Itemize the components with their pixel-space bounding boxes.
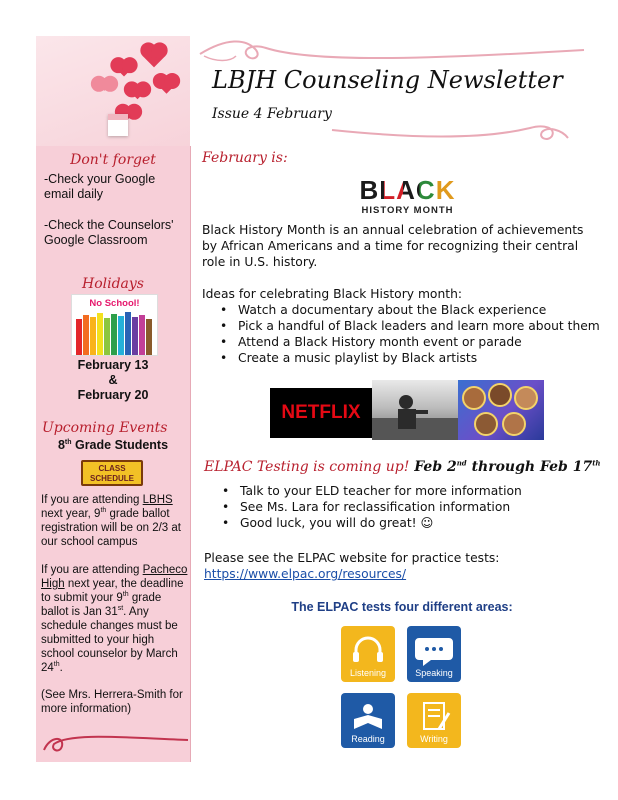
tile-label: Listening: [349, 668, 387, 678]
decorative-swirl: [196, 36, 586, 66]
portrait-icon: [462, 386, 486, 410]
pencil-icon: [97, 313, 103, 355]
list-item: • Watch a documentary about the Black experience: [202, 302, 602, 318]
pencil-icon: [125, 312, 131, 355]
speaking-tile: [407, 626, 461, 682]
list-item: • Pick a handful of Black leaders and learn more about them: [202, 318, 602, 334]
netflix-logo: NETFLIX: [270, 388, 372, 438]
pencil-icon: [76, 319, 82, 355]
writing-tile: [407, 693, 461, 748]
portrait-icon: [514, 386, 538, 410]
reader-icon: [341, 699, 395, 735]
ideas-list: [202, 302, 602, 366]
tile-label: Reading: [351, 734, 385, 744]
decorative-swirl: [40, 728, 190, 758]
logo-word: [345, 176, 470, 204]
tile-label: Writing: [420, 734, 448, 744]
list-item: • Talk to your ELD teacher for more information: [204, 483, 604, 499]
portrait-icon: [474, 412, 498, 436]
no-school-pencils-image: [71, 294, 158, 356]
holiday-date-1: February 13: [77, 358, 149, 372]
civil-rights-photo: [372, 380, 458, 440]
tile-label: Speaking: [415, 668, 453, 678]
practice-tests-text: Please see the ELPAC website for practice tests:: [204, 551, 500, 565]
valentine-hearts-image: [36, 36, 190, 146]
portrait-icon: [502, 412, 526, 436]
list-item: • Attend a Black History month event or parade: [202, 334, 602, 350]
pencil-icon: [146, 319, 152, 355]
class-schedule-button[interactable]: CLASS SCHEDULE: [81, 460, 143, 486]
speech-bubble-icon: [407, 632, 461, 668]
grade-heading: 8th Grade Students: [57, 438, 169, 452]
ideas-intro: Ideas for celebrating Black History month:: [202, 287, 463, 301]
upcoming-events-heading: Upcoming Events: [42, 420, 168, 436]
heart-icon: [157, 75, 175, 93]
holiday-date-2: February 20: [77, 388, 149, 402]
elpac-resources-link[interactable]: https://www.elpac.org/resources/: [204, 567, 407, 581]
holiday-ampersand: &: [108, 373, 118, 387]
sidebar: [36, 146, 191, 762]
bhm-description: Black History Month is an annual celebration of achievements by African Americans and a time for recognizing their central role in U.S. history.: [202, 223, 584, 269]
list-item: • Create a music playlist by Black artists: [202, 350, 602, 366]
herrera-smith-note: (See Mrs. Herrera-Smith for more information): [41, 689, 183, 715]
lbhs-info: If you are attending LBHS next year, 9th grade ballot registration will be on 2/3 at our school campus: [41, 494, 181, 548]
pencil-icon: [90, 317, 96, 355]
pacheco-info: If you are attending Pacheco High next year, the deadline to submit your 9th grade ballot is Jan 31st. Any schedule changes must be submitted to your high school counselor by March 24th.: [41, 564, 188, 674]
logo-subtext: HISTORY MONTH: [361, 205, 454, 216]
no-school-text: No School!: [89, 298, 140, 309]
pencil-icon: [104, 318, 110, 355]
pencil-icon: [111, 314, 117, 355]
reminder-email: -Check your Google email daily: [44, 172, 156, 201]
elpac-list: [204, 483, 604, 531]
elpac-heading: ELPAC Testing is coming up! Feb 2nd through Feb 17th: [204, 458, 601, 475]
heart-icon: [116, 60, 133, 77]
reading-tile: [341, 693, 395, 748]
issue-label: Issue 4 February: [212, 106, 332, 122]
listening-tile: [341, 626, 395, 682]
decorative-swirl: [330, 118, 570, 148]
holidays-heading: Holidays: [82, 276, 144, 292]
dont-forget-heading: Don't forget: [70, 152, 156, 168]
newsletter-title: LBJH Counseling Newsletter: [212, 66, 563, 94]
heart-icon: [98, 78, 111, 91]
heart-icon: [130, 84, 146, 100]
gift-box-icon: [108, 114, 128, 136]
february-heading: February is:: [202, 150, 288, 166]
pencil-icon: [83, 315, 89, 355]
heart-icon: [143, 45, 166, 68]
pencil-paper-icon: [407, 699, 461, 735]
list-item: • See Ms. Lara for reclassification information: [204, 499, 604, 515]
headphones-icon: [341, 632, 395, 668]
reminder-classroom: -Check the Counselors' Google Classroom: [44, 218, 174, 247]
pencil-icon: [118, 316, 124, 355]
black-artists-collage: [458, 380, 544, 440]
logo-text: BLACK: [359, 175, 456, 205]
pencil-icon: [132, 317, 138, 355]
black-history-month-logo: [345, 176, 470, 220]
four-areas-heading: The ELPAC tests four different areas:: [291, 600, 513, 614]
lbhs-link[interactable]: LBHS: [142, 494, 173, 506]
portrait-icon: [488, 383, 512, 407]
pacheco-link[interactable]: Pacheco High: [41, 564, 188, 590]
pencil-icon: [139, 315, 145, 355]
list-item: • Good luck, you will do great! ☺: [204, 515, 604, 531]
